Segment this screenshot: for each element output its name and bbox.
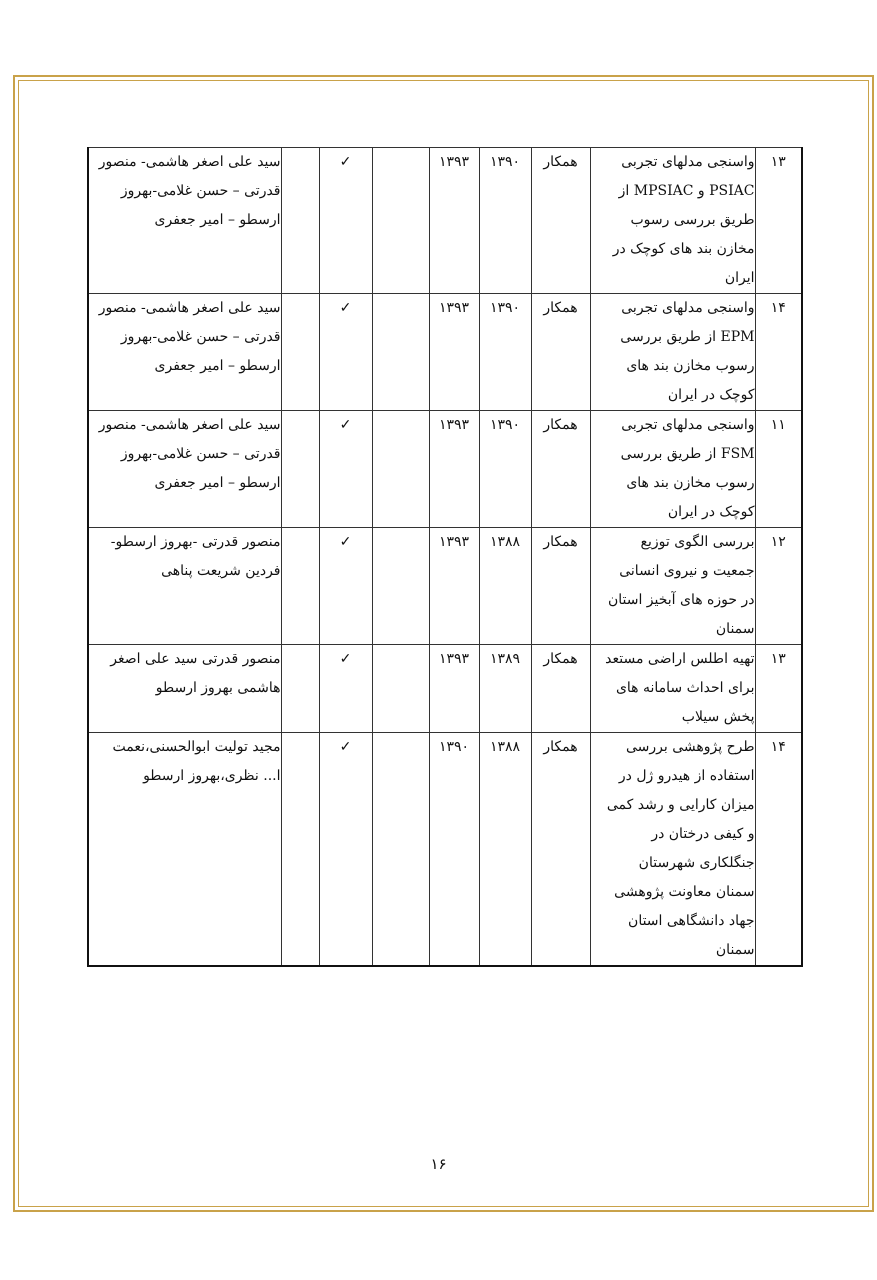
- text-line: ارسطو – امیر جعفری: [154, 358, 281, 374]
- collaborators-cell: [88, 645, 281, 733]
- collaborators-cell: [88, 733, 281, 967]
- check-cell: [319, 733, 372, 967]
- row-index-cell: ۱۱: [755, 411, 802, 528]
- start-year-cell: ۱۳۸۸: [479, 528, 531, 645]
- text-line: فردین شریعت پناهی: [161, 563, 281, 579]
- empty-cell: [372, 528, 429, 645]
- end-year-cell: ۱۳۹۳: [429, 528, 479, 645]
- text-line: سمنان: [715, 621, 755, 637]
- collaborators-cell: [88, 148, 281, 294]
- text-line: بررسی الگوی توزیع: [640, 534, 755, 550]
- text-line: کوچک در ایران: [667, 387, 755, 403]
- text-line: ارسطو – امیر جعفری: [154, 475, 281, 491]
- text-line: طرح پژوهشی بررسی: [625, 739, 755, 755]
- text-line: ارسطو – امیر جعفری: [154, 212, 281, 228]
- text-line: رسوب مخازن بند های: [626, 475, 755, 491]
- row-index-cell: ۱۴: [755, 733, 802, 967]
- empty-cell: [281, 294, 319, 411]
- project-title-cell: [590, 294, 755, 411]
- row-index-cell: ۱۴: [755, 294, 802, 411]
- checkmark-icon: ✓: [339, 739, 352, 755]
- start-year-cell: ۱۳۹۰: [479, 411, 531, 528]
- check-cell: [319, 148, 372, 294]
- start-year-cell: ۱۳۹۰: [479, 294, 531, 411]
- row-index-cell: ۱۲: [755, 528, 802, 645]
- empty-cell: [372, 411, 429, 528]
- checkmark-icon: ✓: [339, 534, 352, 550]
- checkmark-icon: ✓: [339, 417, 352, 433]
- checkmark-icon: ✓: [339, 651, 352, 667]
- role-cell: همکار: [531, 411, 590, 528]
- checkmark-icon: ✓: [339, 300, 352, 316]
- empty-cell: [372, 294, 429, 411]
- text-line: FSM از طریق بررسی: [620, 446, 755, 462]
- end-year-cell: ۱۳۹۳: [429, 645, 479, 733]
- collaborators-cell: [88, 528, 281, 645]
- empty-cell: [372, 148, 429, 294]
- check-cell: [319, 528, 372, 645]
- table-row: [88, 733, 802, 967]
- project-title-cell: [590, 411, 755, 528]
- text-line: EPM از طریق بررسی: [620, 329, 755, 345]
- text-line: منصور قدرتی -بهروز ارسطو-: [110, 534, 281, 550]
- empty-cell: [281, 411, 319, 528]
- empty-cell: [372, 645, 429, 733]
- table-row: [88, 148, 802, 294]
- row-index-cell: ۱۳: [755, 645, 802, 733]
- text-line: تهیه اطلس اراضی مستعد: [605, 651, 755, 667]
- records-table: [87, 147, 803, 967]
- table-row: [88, 528, 802, 645]
- text-line: قدرتی – حسن غلامی-بهروز: [120, 329, 281, 345]
- role-cell: همکار: [531, 528, 590, 645]
- check-cell: [319, 411, 372, 528]
- text-line: میزان کارایی و رشد کمی: [606, 797, 755, 813]
- collaborators-cell: [88, 411, 281, 528]
- text-line: سید علی اصغر هاشمی- منصور: [98, 417, 281, 433]
- text-line: کوچک در ایران: [667, 504, 755, 520]
- empty-cell: [372, 733, 429, 967]
- text-line: سید علی اصغر هاشمی- منصور: [98, 154, 281, 170]
- page-number: ۱۶: [430, 1155, 447, 1173]
- text-line: ا... نظری،بهروز ارسطو: [143, 768, 281, 784]
- text-line: سمنان معاونت پژوهشی: [614, 884, 755, 900]
- text-line: ایران: [724, 270, 755, 286]
- text-line: مجید تولیت ابوالحسنی،نعمت: [112, 739, 281, 755]
- empty-cell: [281, 645, 319, 733]
- start-year-cell: ۱۳۸۸: [479, 733, 531, 967]
- role-cell: همکار: [531, 733, 590, 967]
- collaborators-cell: [88, 294, 281, 411]
- start-year-cell: ۱۳۸۹: [479, 645, 531, 733]
- text-line: واسنجی مدلهای تجربی: [621, 300, 755, 316]
- text-line: هاشمی بهروز ارسطو: [155, 680, 281, 696]
- check-cell: [319, 645, 372, 733]
- text-line: قدرتی – حسن غلامی-بهروز: [120, 183, 281, 199]
- text-line: برای احداث سامانه های: [615, 680, 755, 696]
- table-row: [88, 294, 802, 411]
- role-cell: همکار: [531, 148, 590, 294]
- row-index-cell: ۱۳: [755, 148, 802, 294]
- table-row: [88, 645, 802, 733]
- text-line: PSIAC و MPSIAC از: [618, 183, 755, 199]
- project-title-cell: [590, 528, 755, 645]
- role-cell: همکار: [531, 294, 590, 411]
- project-title-cell: [590, 148, 755, 294]
- checkmark-icon: ✓: [339, 154, 352, 170]
- text-line: منصور قدرتی سید علی اصغر: [110, 651, 281, 667]
- text-line: مخازن بند های کوچک در: [612, 241, 755, 257]
- project-title-cell: [590, 733, 755, 967]
- text-line: جمعیت و نیروی انسانی: [619, 563, 755, 579]
- role-cell: همکار: [531, 645, 590, 733]
- empty-cell: [281, 148, 319, 294]
- text-line: واسنجی مدلهای تجربی: [621, 154, 755, 170]
- text-line: استفاده از هیدرو ژل در: [618, 768, 755, 784]
- text-line: سید علی اصغر هاشمی- منصور: [98, 300, 281, 316]
- check-cell: [319, 294, 372, 411]
- text-line: جنگلکاری شهرستان: [638, 855, 755, 871]
- text-line: در حوزه های آبخیز استان: [607, 592, 755, 608]
- end-year-cell: ۱۳۹۰: [429, 733, 479, 967]
- text-line: واسنجی مدلهای تجربی: [621, 417, 755, 433]
- text-line: و کیفی درختان در: [651, 826, 755, 842]
- empty-cell: [281, 528, 319, 645]
- text-line: قدرتی – حسن غلامی-بهروز: [120, 446, 281, 462]
- text-line: پخش سیلاب: [681, 709, 755, 725]
- text-line: طریق بررسی رسوب: [630, 212, 755, 228]
- end-year-cell: ۱۳۹۳: [429, 148, 479, 294]
- end-year-cell: ۱۳۹۳: [429, 411, 479, 528]
- text-line: رسوب مخازن بند های: [626, 358, 755, 374]
- text-line: جهاد دانشگاهی استان: [628, 913, 755, 929]
- end-year-cell: ۱۳۹۳: [429, 294, 479, 411]
- text-line: سمنان: [715, 942, 755, 958]
- start-year-cell: ۱۳۹۰: [479, 148, 531, 294]
- project-title-cell: [590, 645, 755, 733]
- table-row: [88, 411, 802, 528]
- empty-cell: [281, 733, 319, 967]
